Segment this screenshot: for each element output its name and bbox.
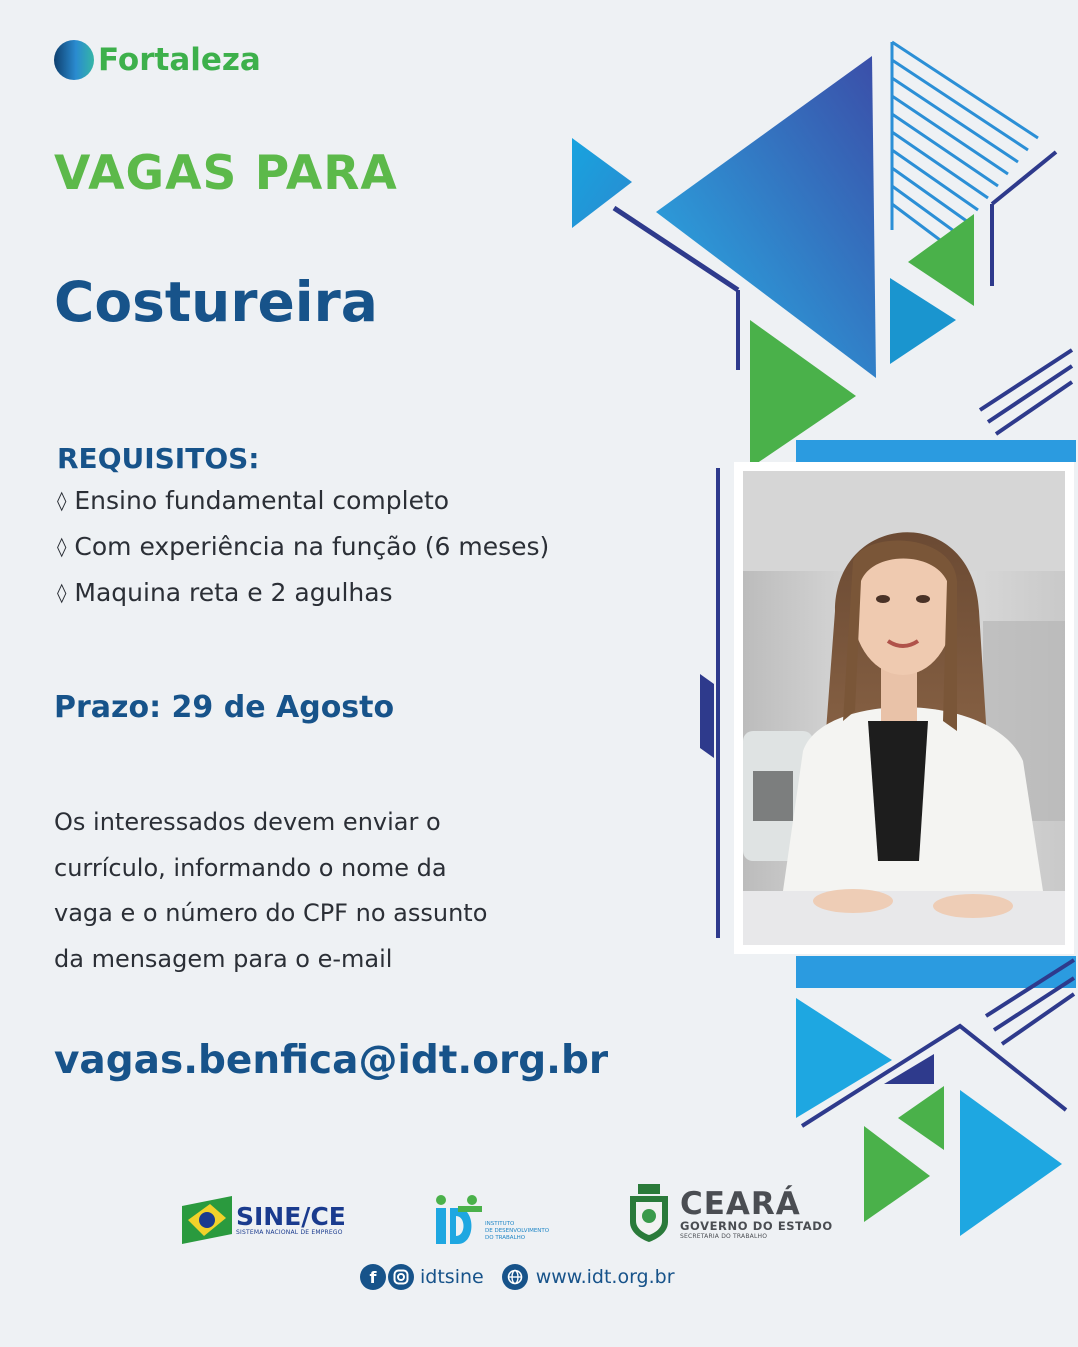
photo-side-accent: [696, 468, 726, 944]
triangle-blue-bottom-right: [960, 1090, 1062, 1236]
triangle-green-bottom-low: [864, 1126, 930, 1222]
city-row: [54, 40, 261, 80]
ceara-subtitle: GOVERNO DO ESTADO: [680, 1218, 833, 1233]
facebook-icon[interactable]: f: [360, 1264, 386, 1290]
job-title: Costureira: [54, 270, 378, 334]
sine-logo: [182, 1196, 346, 1244]
social-handle[interactable]: idtsine: [420, 1266, 484, 1288]
diamond-bullet-icon: ◊: [57, 536, 67, 558]
email-link[interactable]: vagas.benfica@idt.org.br: [54, 1038, 609, 1083]
sine-name: SINE/CE: [236, 1201, 346, 1231]
stripes-upper: [892, 42, 1038, 246]
list-item: ◊ Ensino fundamental completo: [57, 486, 450, 515]
gradient-circle-icon: [54, 40, 94, 80]
triangle-large-gradient: [656, 56, 876, 378]
website-link[interactable]: www.idt.org.br: [535, 1266, 675, 1288]
list-item: ◊ Maquina reta e 2 agulhas: [57, 578, 393, 607]
ceara-coat-of-arms-icon: [626, 1184, 672, 1244]
diamond-bullet-icon: ◊: [57, 582, 67, 604]
brazil-flag-icon: [182, 1196, 232, 1244]
ceara-secretariat: SECRETARIA DO TRABALHO: [680, 1232, 768, 1240]
instagram-icon[interactable]: [388, 1264, 414, 1290]
city-name: Fortaleza: [98, 42, 261, 78]
top-decoration: [560, 30, 1078, 470]
seamstress-photo: [743, 471, 1065, 945]
requirements-heading: REQUISITOS:: [57, 442, 260, 475]
diamond-bullet-icon: ◊: [57, 490, 67, 512]
triangle-green-small: [908, 214, 974, 306]
triangle-blue-mid: [890, 278, 956, 364]
sine-subtitle: SISTEMA NACIONAL DE EMPREGO: [236, 1228, 343, 1236]
globe-icon: [502, 1264, 528, 1290]
ceara-logo: [626, 1184, 833, 1244]
outline-corner-right: [992, 152, 1056, 204]
triangle-green-bottom-top: [898, 1086, 944, 1150]
photo-frame: [734, 462, 1074, 954]
idt-subtitle: INSTITUTO DE DESENVOLVIMENTO DO TRABALHO: [485, 1221, 550, 1241]
instructions-line: da mensagem para o e-mail: [54, 944, 393, 973]
idt-mark-icon: [434, 1192, 482, 1248]
instructions-line: Os interessados devem enviar o: [54, 808, 441, 836]
ceara-name: CEARÁ: [680, 1185, 801, 1222]
headline: VAGAS PARA: [54, 146, 398, 201]
instructions-text: [54, 800, 487, 982]
instructions-line: currículo, informando o nome da: [54, 853, 447, 882]
stripes-right: [980, 350, 1072, 434]
idt-logo: [434, 1192, 549, 1248]
social-row: [360, 1264, 675, 1290]
list-item: ◊ Com experiência na função (6 meses): [57, 532, 550, 561]
requirements-list: [57, 478, 549, 616]
instructions-line: vaga e o número do CPF no assunto: [54, 899, 488, 927]
deadline: Prazo: 29 de Agosto: [54, 690, 395, 725]
blue-bar-top: [796, 440, 1076, 462]
